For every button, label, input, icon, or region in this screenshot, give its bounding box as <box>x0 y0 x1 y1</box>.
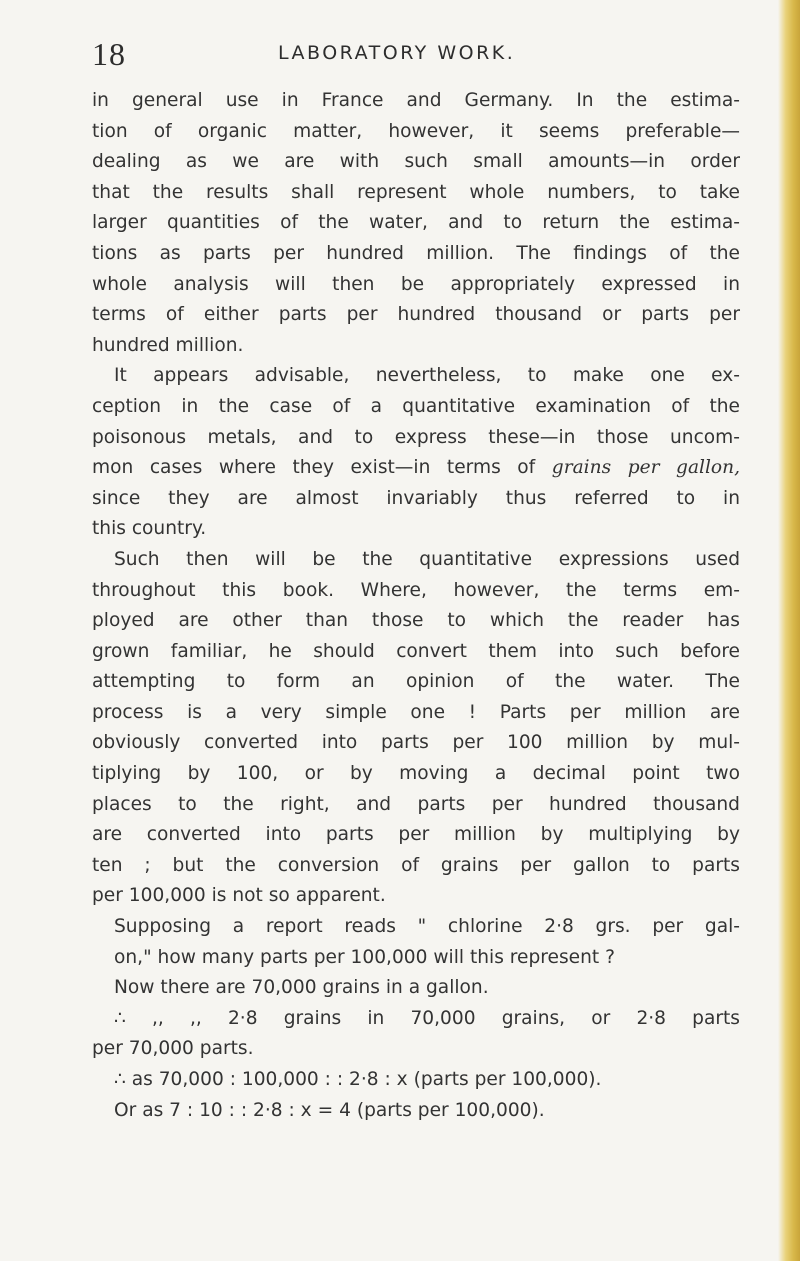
text-line: are converted into parts per million by multiplying by <box>92 824 740 846</box>
text-line: terms of either parts per hundred thousand or parts per <box>92 304 740 326</box>
text-line: per 100,000 is not so apparent. <box>92 885 386 907</box>
text-line: poisonous metals, and to express these—in those uncom- <box>92 426 740 448</box>
page-edge <box>778 0 800 1261</box>
text-line: larger quantities of the water, and to return the estima- <box>92 212 740 234</box>
text-line: since they are almost invariably thus referred to in <box>92 487 740 509</box>
text-line: tion of organic matter, however, it seems preferable— <box>92 120 740 142</box>
text-line: ∴ ,, ,, 2·8 grains in 70,000 grains, or 2·8 parts <box>114 1007 740 1029</box>
page-header <box>92 36 712 76</box>
text-line: in general use in France and Germany. In the estima- <box>92 90 740 111</box>
text-fragment: mon cases where they exist—in terms of <box>92 457 552 479</box>
text-line: hundred million. <box>92 334 244 356</box>
italic-phrase: grains per gallon, <box>551 457 741 479</box>
text-line: places to the right, and parts per hundred thousand <box>92 793 740 815</box>
text-line: throughout this book. Where, however, the terms em- <box>92 579 740 601</box>
text-line: grown familiar, he should convert them into such before <box>92 640 740 662</box>
text-line: obviously converted into parts per 100 million by mul- <box>92 732 740 754</box>
text-line: whole analysis will then be appropriately expressed in <box>92 273 740 295</box>
text-line: attempting to form an opinion of the water. The <box>92 671 740 693</box>
text-line: ployed are other than those to which the reader has <box>92 610 740 632</box>
running-title: LABORATORY WORK. <box>278 42 516 64</box>
text-line: dealing as we are with such small amounts—in order <box>92 151 740 173</box>
text-line: per 70,000 parts. <box>92 1038 254 1060</box>
text-line: ception in the case of a quantitative examination of the <box>92 395 740 417</box>
text-line: tiplying by 100, or by moving a decimal point two <box>92 763 740 785</box>
text-line: on," how many parts per 100,000 will this represent ? <box>114 946 615 968</box>
text-line: that the results shall represent whole numbers, to take <box>92 181 740 203</box>
paragraph-start: Supposing a report reads " chlorine 2·8 grs. per gal- <box>114 916 740 938</box>
equation-line: ∴ as 70,000 : 100,000 : : 2·8 : x (parts per 100,000). <box>114 1069 602 1090</box>
body-text <box>92 86 740 1126</box>
page-number: 18 <box>92 36 126 72</box>
text-line-with-italic <box>92 453 740 484</box>
text-line: Now there are 70,000 grains in a gallon. <box>114 977 489 999</box>
text-line: this country. <box>92 518 207 540</box>
paragraph-start: It appears advisable, nevertheless, to make one ex- <box>114 365 740 387</box>
text-line: tions as parts per hundred million. The findings of the <box>92 242 740 264</box>
equation-line: Or as 7 : 10 : : 2·8 : x = 4 (parts per 100,000). <box>114 1099 545 1121</box>
paragraph-start: Such then will be the quantitative expressions used <box>114 548 740 570</box>
text-line: process is a very simple one ! Parts per million are <box>92 701 740 723</box>
text-line: ten ; but the conversion of grains per gallon to parts <box>92 854 740 876</box>
